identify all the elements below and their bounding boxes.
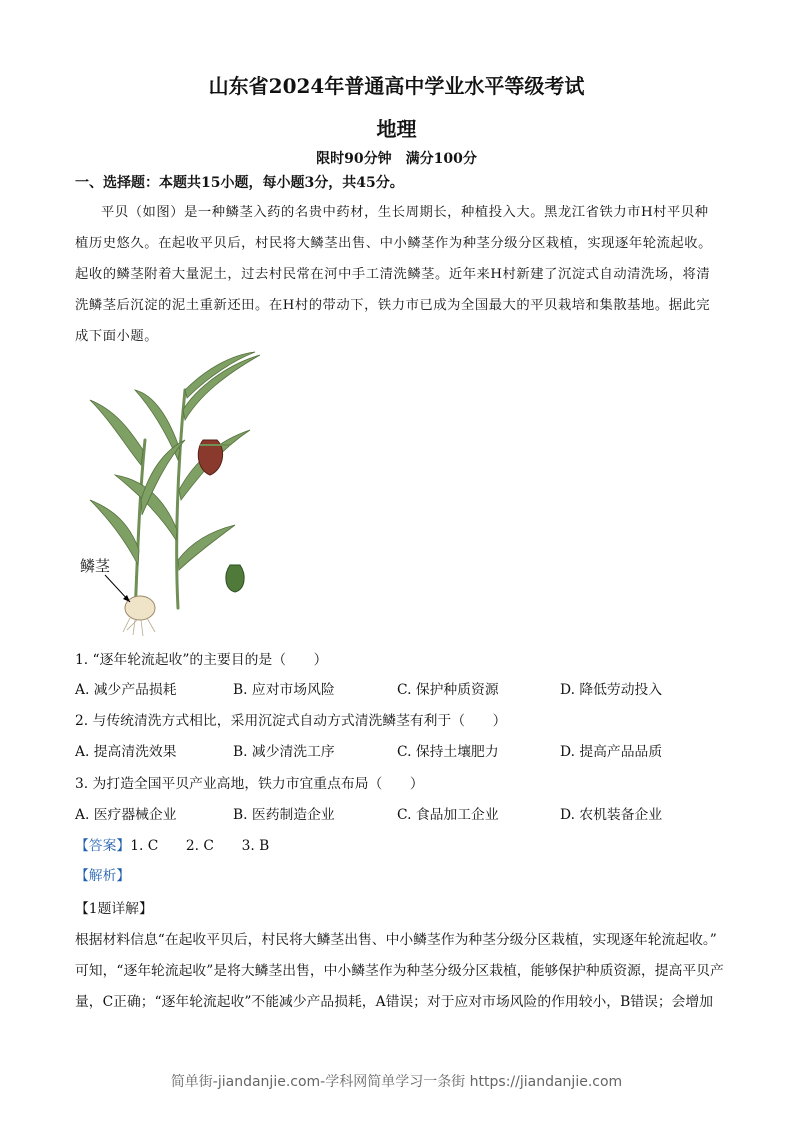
detail-heading: 【1题详解】 — [75, 901, 153, 917]
passage-line: 成下面小题。 — [75, 329, 159, 344]
option-c: C. 保持土壤肥力 — [397, 744, 499, 760]
passage-line: 起收的鳞茎附着大量泥土，过去村民常在河中手工清洗鳞茎。近年来H村新建了沉淀式自动清洗场，将清 — [75, 267, 711, 282]
analysis-line: 可知，“逐年轮流起收”是将大鳞茎出售，中小鳞茎作为种茎分级分区栽植，能够保护种质资源，提高平贝产 — [75, 963, 724, 979]
option-b: B. 减少清洗工序 — [233, 744, 335, 760]
option-a: A. 提高清洗效果 — [75, 744, 177, 760]
subject-title: 地理 — [376, 117, 417, 141]
analysis-line: 根据材料信息“在起收平贝后，村民将大鳞茎出售、中小鳞茎作为种茎分级分区栽植，实现逐年轮流起收。” — [75, 932, 717, 948]
fritillaria-illustration — [75, 350, 265, 640]
flower — [198, 440, 230, 475]
option-c: C. 保护种质资源 — [397, 682, 499, 698]
analysis-label: 【解析】 — [75, 868, 131, 884]
option-b: B. 医药制造企业 — [233, 807, 335, 823]
option-c: C. 食品加工企业 — [397, 807, 499, 823]
option-d: D. 农机装备企业 — [560, 807, 663, 823]
answer-text: 1. C 2. C 3. B — [130, 838, 270, 854]
bulb-label: 鳞茎 — [80, 557, 111, 575]
passage-line: 洗鳞茎后沉淀的泥土重新还田。在H村的带动下，铁力市已成为全国最大的平贝栽培和集散基地。据此完 — [75, 298, 711, 313]
section-heading: 一、选择题：本题共15小题，每小题3分，共45分。 — [75, 175, 404, 191]
analysis-line: 量，C正确；“逐年轮流起收”不能减少产品损耗，A错误；对于应对市场风险的作用较小，B错误；会增加 — [75, 994, 714, 1010]
question-stem: 1. “逐年轮流起收”的主要目的是（ ） — [75, 652, 328, 668]
footer-watermark: 简单街-jiandanjie.com-学科网简单学习一条街 https://jiandanjie.com — [170, 1074, 623, 1090]
option-d: D. 降低劳动投入 — [560, 682, 663, 698]
option-a: A. 医疗器械企业 — [75, 807, 177, 823]
question-stem: 3. 为打造全国平贝产业高地，铁力市宜重点布局（ ） — [75, 776, 424, 792]
passage-line: 平贝（如图）是一种鳞茎入药的名贵中药材，生长周期长，种植投入大。黑龙江省铁力市H村平贝种 — [101, 205, 709, 220]
answer-line — [75, 834, 269, 854]
option-a: A. 减少产品损耗 — [75, 682, 177, 698]
option-b: B. 应对市场风险 — [233, 682, 335, 698]
answer-label: 【答案】 — [75, 838, 131, 854]
exam-limits: 限时90分钟 满分100分 — [316, 151, 477, 167]
passage-line: 植历史悠久。在起收平贝后，村民将大鳞茎出售、中小鳞茎作为种茎分级分区栽植，实现逐年轮流起收。 — [75, 236, 712, 251]
question-stem: 2. 与传统清洗方式相比，采用沉淀式自动方式清洗鳞茎有利于（ ） — [75, 713, 507, 729]
exam-title: 山东省2024年普通高中学业水平等级考试 — [208, 74, 585, 98]
option-d: D. 提高产品品质 — [560, 744, 663, 760]
